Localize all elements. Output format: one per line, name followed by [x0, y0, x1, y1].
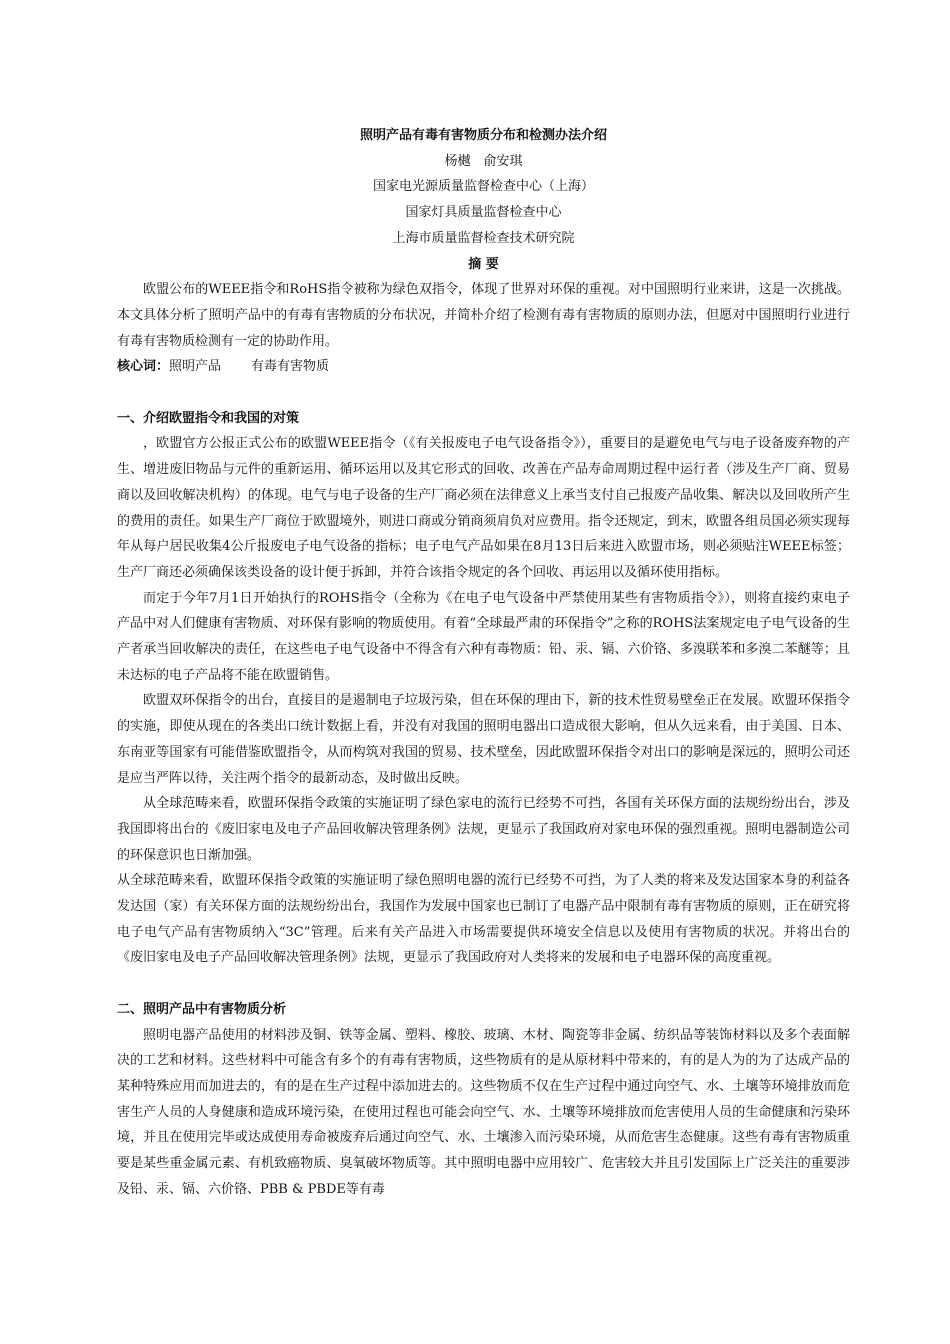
document-page: [117, 123, 850, 1203]
affiliation: 国家电光源质量监督检查中心（上海）: [372, 179, 594, 195]
keyword: 有毒有害物质: [251, 359, 330, 375]
section-heading: 二、照明产品中有害物质分析: [117, 1001, 287, 1017]
keywords-line: [117, 354, 850, 380]
affiliation: 国家灯具质量监督检查中心: [405, 205, 562, 221]
abstract-heading: 摘 要: [468, 256, 499, 272]
keyword: 照明产品: [169, 359, 222, 375]
paragraph: 而定于今年7月1日开始执行的ROHS指令（全称为《在电子电气设备中严禁使用某些有害物质指令》），则将直接约束电子产品中对人们健康有害物质、对环保有影响的物质使用。有着“全球最严肃的环保指令”之称的ROHS法案规定电子电气设备的生产者承当回收解决的责任，在这些电子电气设备中不得含有六种有毒物质：铅、汞、镉、六价铬、多溴联苯和多溴二苯醚等；且未达标的电子产品将不能在欧盟销售。: [117, 590, 850, 683]
paragraph: 从全球范畴来看，欧盟环保指令政策的实施证明了绿色照明电器的流行已经势不可挡，为了人类的将来及发达国家本身的利益各发达国（家）有关环保方面的法规纷纷出台，我国作为发展中国家也已制订了电器产品中限制有毒有害物质的原则，正在研究将电子电气产品有害物质纳入“3C”管理。后来有关产品进入市场需要提供环境安全信息以及使用有害物质的状况。并将出台的《废旧家电及电子产品回收解决管理条例》法规，更显示了我国政府对人类将来的发展和电子电器环保的高度重视。: [117, 873, 850, 966]
authors: 杨樾 俞安琪: [444, 153, 523, 169]
section-heading: 一、介绍欧盟指令和我国的对策: [117, 410, 300, 426]
paragraph: 从全球范畴来看，欧盟环保指令政策的实施证明了绿色家电的流行已经势不可挡，各国有关环保方面的法规纷纷出台，涉及我国即将出台的《废旧家电及电子产品回收解决管理条例》法规，更显示了我国政府对家电环保的强烈重视。照明电器制造公司的环保意识也日渐加强。: [117, 796, 850, 863]
document-title: 照明产品有毒有害物质分布和检测办法介绍: [359, 128, 607, 143]
paragraph: ，欧盟官方公报正式公布的欧盟WEEE指令（《有关报废电子电气设备指令》），重要目的是避免电气与电子设备废弃物的产生、增进废旧物品与元件的重新运用、循环运用以及其它形式的回收、改善在产品寿命周期过程中运行者（涉及生产厂商、贸易商以及回收解决机构）的体现。电气与电子设备的生产厂商必须在法律意义上承当支付自己报废产品收集、解决以及回收所产生的费用的责任。如果生产厂商位于欧盟境外，则进口商或分销商须肩负对应费用。指令还规定，到末，欧盟各组员国必须实现每年从每户居民收集4公斤报废电子电气设备的指标；电子电气产品如果在8月13日后来进入欧盟市场，则必须贴注WEEE标签；生产厂商还必须确保该类设备的设计便于拆卸，并符合该指令规定的各个回收、再运用以及循环使用指标。: [117, 436, 850, 580]
keywords-label: 核心词：: [117, 359, 170, 375]
affiliation: 上海市质量监督检查技术研究院: [392, 230, 575, 246]
abstract-text: 欧盟公布的WEEE指令和RoHS指令被称为绿色双指令，体现了世界对环保的重视。对中国照明行业来讲，这是一次挑战。本文具体分析了照明产品中的有毒有害物质的分布状况，并简朴介绍了检测有毒有害物质的原则办法，但愿对中国照明行业进行有毒有害物质检测有一定的协助作用。: [117, 282, 850, 349]
paragraph: 欧盟双环保指令的出台，直接目的是遏制电子垃圾污染，但在环保的理由下，新的技术性贸易壁垒正在发展。欧盟环保指令的实施，即使从现在的各类出口统计数据上看，并没有对我国的照明电器出口造成很大影响，但从久远来看，由于美国、日本、东南亚等国家有可能借鉴欧盟指令，从而构筑对我国的贸易、技术壁垒，因此欧盟环保指令对出口的影响是深远的，照明公司还是应当严阵以待，关注两个指令的最新动态，及时做出反映。: [117, 693, 850, 786]
paragraph: 照明电器产品使用的材料涉及铜、铁等金属、塑料、橡胶、玻璃、木材、陶瓷等非金属、纺织品等装饰材料以及多个表面解决的工艺和材料。这些材料中可能含有多个的有毒有害物质，这些物质有的是从原材料中带来的，有的是人为的为了达成产品的某种特殊应用而加进去的，有的是在生产过程中添加进去的。这些物质不仅在生产过程中通过向空气、水、土壤等环境排放而危害生产人员的人身健康和造成环境污染，在使用过程也可能会向空气、水、土壤等环境排放而危害使用人员的生命健康和污染环境，并且在使用完毕或达成使用寿命被废弃后通过向空气、水、土壤渗入而污染环境，从而危害生态健康。这些有毒有害物质重要是某些重金属元素、有机致癌物质、臭氧破坏物质等。其中照明电器中应用较广、危害较大并且引发国际上广泛关注的重要涉及铅、汞、镉、六价铬、PBB & PBDE等有毒: [117, 1027, 850, 1197]
